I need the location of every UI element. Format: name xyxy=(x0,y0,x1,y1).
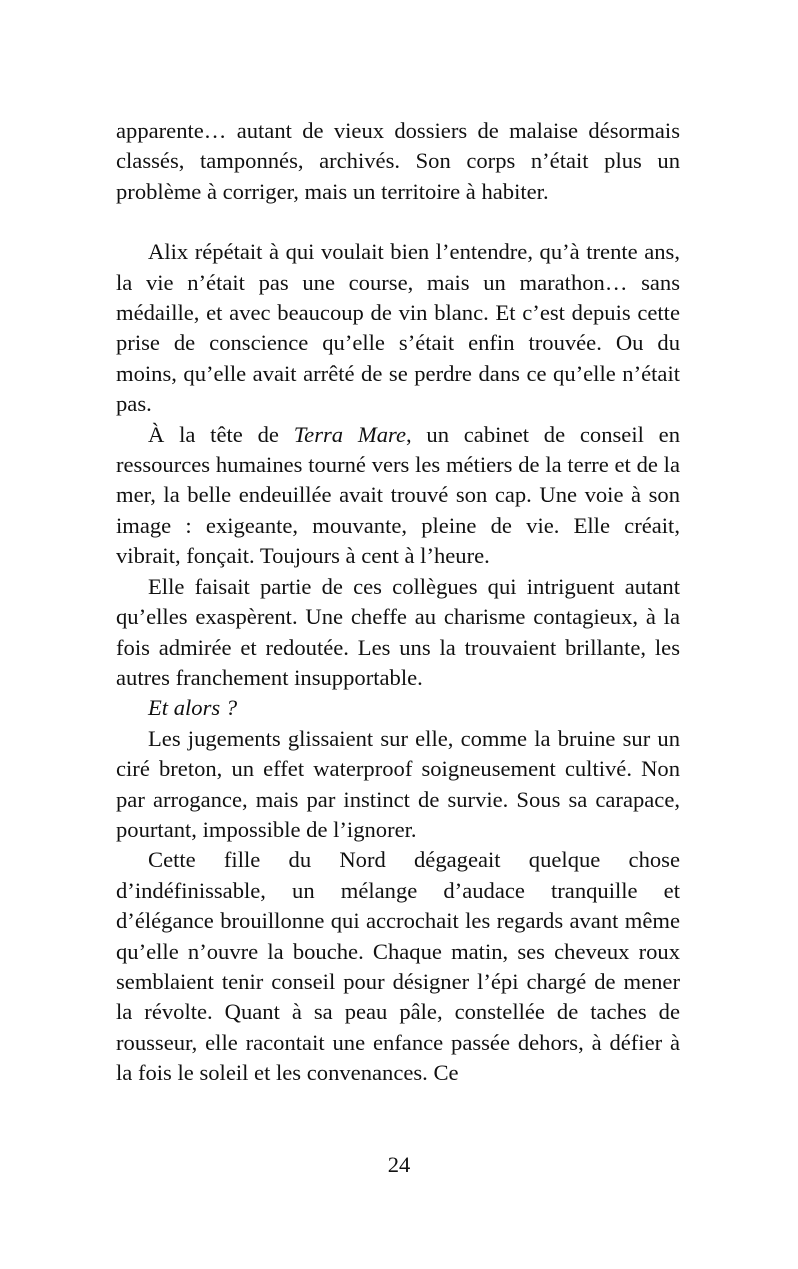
paragraph-judgements: Les jugements glissaient sur elle, comme la bruine sur un ciré breton, un effet waterproof soigneusement cultivé. Non par arrogance, mais par instinct de survie. Sous sa carapace, pourtant, impossible de l’ignorer. xyxy=(116,725,680,842)
paragraph-colleagues: Elle faisait partie de ces collègues qui intriguent autant qu’elles exaspèrent. Une cheffe au charisme contagieux, à la fois admirée et redoutée. Les uns la trouvaient brillante, les autres franchement insupportable. xyxy=(116,573,680,690)
paragraph-alix-marathon: Alix répétait à qui voulait bien l’entendre, qu’à trente ans, la vie n’était pas une course, mais un marathon… sans médaille, et avec beaucoup de vin blanc. Et c’est depuis cette prise de conscience qu’elle s’était enfin trouvée. Ou du moins, qu’elle avait arrêté de se perdre dans ce qu’elle n’était pas. xyxy=(116,239,680,417)
paragraph-fille-du-nord: Cette fille du Nord dégageait quelque chose d’indéfinissable, un mélange d’audace tranquille et d’élégance brouillonne qui accrochait les regards avant même qu’elle n’ouvre la bouche. Chaque matin, ses cheveux roux semblaient tenir conseil pour désigner l’épi chargé de mener la révolte. Quant à sa peau pâle, constellée de taches de rousseur, elle racontait une enfance passée dehors, à défier à la fois le soleil et les convenances. Ce xyxy=(116,847,680,1086)
paragraph-terra-mare-after: , un cabinet de conseil en ressources humaines tourné vers les métiers de la terre et de la mer, la belle endeuillée avait trouvé son cap. Une voie à son image : exigeante, mouvante, pleine de vie. Elle créait, vibrait, fonçait. Toujours à cent à l’heure. xyxy=(116,421,680,569)
company-name-italic: Terra Mare xyxy=(293,421,406,447)
paragraph-terra-mare-before: À la tête de xyxy=(148,421,294,447)
book-page-text xyxy=(116,116,680,1089)
paragraph-continuation: apparente… autant de vieux dossiers de malaise désormais classés, tamponnés, archivés. Son corps n’était plus un problème à corriger, mais un territoire à habiter. xyxy=(116,118,680,204)
page-number: 24 xyxy=(387,1152,411,1177)
paragraph-et-alors: Et alors ? xyxy=(148,695,238,721)
paragraph-terra-mare xyxy=(116,420,680,572)
